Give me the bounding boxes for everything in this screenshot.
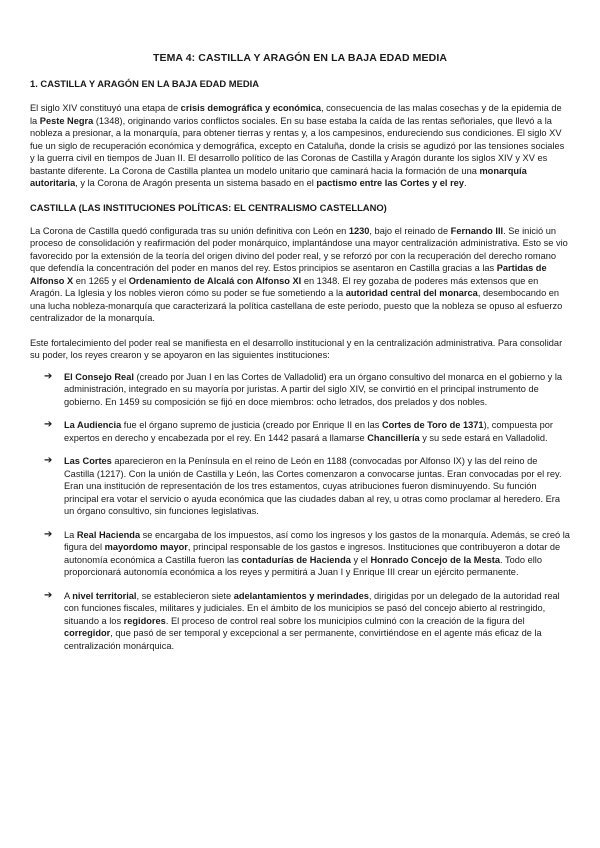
- list-item-consejo-real: ➔ El Consejo Real (creado por Juan I en las Cortes de Valladolid) era un órgano consultivo del monarca en el gobierno y la administración, integrado en su mayoría por juristas. A partir del siglo XIV, se convirtió en el principal instrumento de gobierno. En 1459 su composición se fijó en doce miembros: ocho letrados, dos prelados y dos nobles.: [44, 370, 563, 407]
- arrow-bullet-icon: ➔: [44, 528, 53, 540]
- intro-paragraph: El siglo XIV constituyó una etapa de crisis demográfica y económica, consecuencia de las malas cosechas y de la epidemia de la Peste Negra (1348), originando varios conflictos sociales. En su base estaba la caída de las rentas señoriales, que llevó a la nobleza a presionar, a la monarquía, para obtener tierras y rentas y, a los campesinos, endureciendo sus condiciones. El siglo XV fue un siglo de recuperación económica y demográfica, excepto en Cataluña, donde la crisis se agudizó por las tensiones sociales y la guerra civil en tiempos de Juan II. El desarrollo político de las Coronas de Castilla y Aragón durante los siglos XIV y XV es bastante diferente. La Corona de Castilla plantea un modelo unitario que caminará hacia la formación de una monarquía autoritaria, y la Corona de Aragón presenta un sistema basado en el pactismo entre las Cortes y el rey.: [30, 103, 565, 188]
- castilla-paragraph: La Corona de Castilla quedó configurada tras su unión definitiva con León en 1230, bajo el reinado de Fernando III. Se inició un proceso de consolidación y reafirmación del poder monárquico, implantándose una mayor centralización administrativa. Esto se vio favorecido por la extensión de la teoría del origen divino del poder real, y se reforzó por con la recuperación del derecho romano que defendía la concentración del poder en manos del rey. Estos principios se asentaron en Castilla gracias a las Partidas de Alfonso X en 1265 y el Ordenamiento de Alcalá con Alfonso XI en 1348. El rey gozaba de poderes más extensos que en Aragón. La Iglesia y los nobles vieron cómo su poder se fue sometiendo a la autoridad central del monarca, desembocando en una lucha nobleza-monarquía que caracterizará la política castellana de este periodo, puesto que la nobleza se opuso al esfuerzo centralizador de la monarquía.: [30, 225, 568, 323]
- arrow-bullet-icon: ➔: [44, 455, 53, 466]
- section-heading: 1. CASTILLA Y ARAGÓN EN LA BAJA EDAD MEDIA: [30, 78, 260, 89]
- list-item-audiencia: ➔ La Audiencia fue el órgano supremo de justicia (creado por Enrique II en las Cortes de Toro de 1371), compuesta por expertos en derecho y encabezada por el rey. En 1442 pasará a llamarse Chancillería y su sede estará en Valladolid.: [44, 419, 553, 443]
- list-item-real-hacienda: ➔ La Real Hacienda se encargaba de los impuestos, así como los ingresos y los gastos de la monarquía. Además, se creó la figura del mayordomo mayor, principal responsable de los gastos e ingresos. Instituciones que contribuyeron a dotar de autonomía económica a Castilla fueron las contadurías de Hacienda y el Honrado Concejo de la Mesta. Todo ello proporcionará autonomía económica a los reyes y permitirá a Juan I y Enrique III crear un ejército permanente.: [44, 528, 570, 577]
- arrow-bullet-icon: ➔: [44, 589, 53, 601]
- institutions-list: [30, 371, 570, 653]
- arrow-bullet-icon: ➔: [44, 419, 53, 430]
- list-item-nivel-territorial: ➔ A nivel territorial, se establecieron siete adelantamientos y merindades, dirigidas por un delegado de la autoridad real con funciones fiscales, militares y judiciales. En el ámbito de los municipios se pasó del concejo abierto al restringido, situando a los regidores. El proceso de control real sobre los municipios culminó con la creación de la figura del corregidor, que pasó de ser temporal y excepcional a ser permanente, convirtiéndose en el agente más eficaz de la centralización monárquica.: [44, 589, 560, 651]
- institutions-intro-paragraph: Este fortalecimiento del poder real se manifiesta en el desarrollo institucional y en la centralización administrativa. Para consolidar su poder, los reyes crearon y se apoyaron en las siguientes instituciones:: [30, 337, 563, 360]
- document-title: TEMA 4: CASTILLA Y ARAGÓN EN LA BAJA EDAD MEDIA: [152, 52, 448, 64]
- document-page: [30, 52, 570, 663]
- list-item-cortes: ➔ Las Cortes aparecieron en la Península en el reino de León en 1188 (convocadas por Alfonso IX) y las del reino de Castilla (1217). Con la unión de Castilla y León, las Cortes comenzaron a convocarse juntas. Eran convocadas por el rey. Eran una institución de representación de los tres estamentos, cuyas atribuciones fueron disminuyendo. Su función principal era votar el servicio o ayuda económica que las ciudades daban al rey, u otras como proclamar al heredero. Era un órgano consultivo, sin funciones legislativas.: [44, 455, 562, 516]
- arrow-bullet-icon: ➔: [44, 370, 53, 382]
- castilla-heading: CASTILLA (LAS INSTITUCIONES POLÍTICAS: EL CENTRALISMO CASTELLANO): [30, 201, 387, 213]
